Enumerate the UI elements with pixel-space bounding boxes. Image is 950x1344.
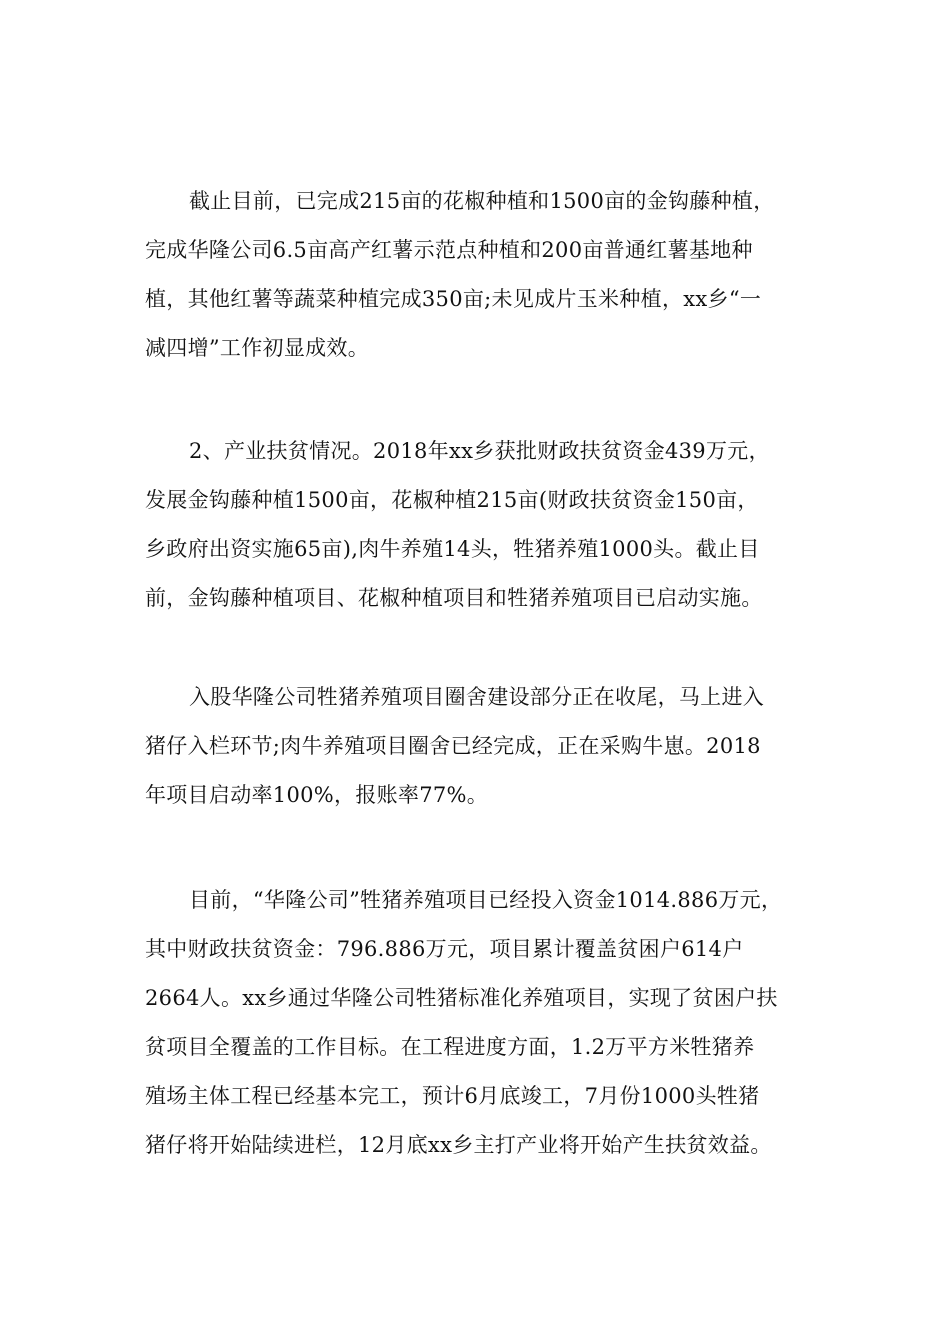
text-line: 2、产业扶贫情况。2018年xx乡获批财政扶贫资金439万元， <box>189 439 770 463</box>
text-line: 减四增”工作初显成效。 <box>145 336 370 360</box>
text-line: 猪仔入栏环节;肉牛养殖项目圈舍已经完成，正在采购牛崽。2018 <box>145 734 761 758</box>
text-line: 植，其他红薯等蔬菜种植完成350亩;未见成片玉米种植，xx乡“一 <box>145 287 762 311</box>
text-line: 2664人。xx乡通过华隆公司牲猪标准化养殖项目，实现了贫困户扶 <box>145 986 778 1010</box>
text-line: 贫项目全覆盖的工作目标。在工程进度方面，1.2万平方米牲猪养 <box>145 1035 755 1059</box>
text-line: 完成华隆公司6.5亩高产红薯示范点种植和200亩普通红薯基地种 <box>145 238 753 262</box>
text-line: 发展金钩藤种植1500亩，花椒种植215亩(财政扶贫资金150亩， <box>145 488 759 512</box>
paragraph-planting-progress <box>145 177 825 373</box>
text-line: 入股华隆公司牲猪养殖项目圈舍建设部分正在收尾，马上进入 <box>189 685 765 709</box>
text-line: 截止目前，已完成215亩的花椒种植和1500亩的金钩藤种植， <box>189 189 775 213</box>
text-line: 乡政府出资实施65亩),肉牛养殖14头，牲猪养殖1000头。截止目 <box>145 537 760 561</box>
paragraph-livestock-projects <box>145 673 825 820</box>
paragraph-investment-status <box>145 876 825 1170</box>
paragraph-industry-poverty-alleviation <box>145 427 825 623</box>
text-line: 目前，“华隆公司”牲猪养殖项目已经投入资金1014.886万元， <box>189 888 783 912</box>
text-line: 猪仔将开始陆续进栏，12月底xx乡主打产业将开始产生扶贫效益。 <box>145 1133 772 1157</box>
text-line: 其中财政扶贫资金：796.886万元，项目累计覆盖贫困户614户 <box>145 937 744 961</box>
text-line: 前，金钩藤种植项目、花椒种植项目和牲猪养殖项目已启动实施。 <box>145 586 763 610</box>
text-line: 殖场主体工程已经基本完工，预计6月底竣工，7月份1000头牲猪 <box>145 1084 760 1108</box>
text-line: 年项目启动率100%，报账率77%。 <box>145 783 489 807</box>
